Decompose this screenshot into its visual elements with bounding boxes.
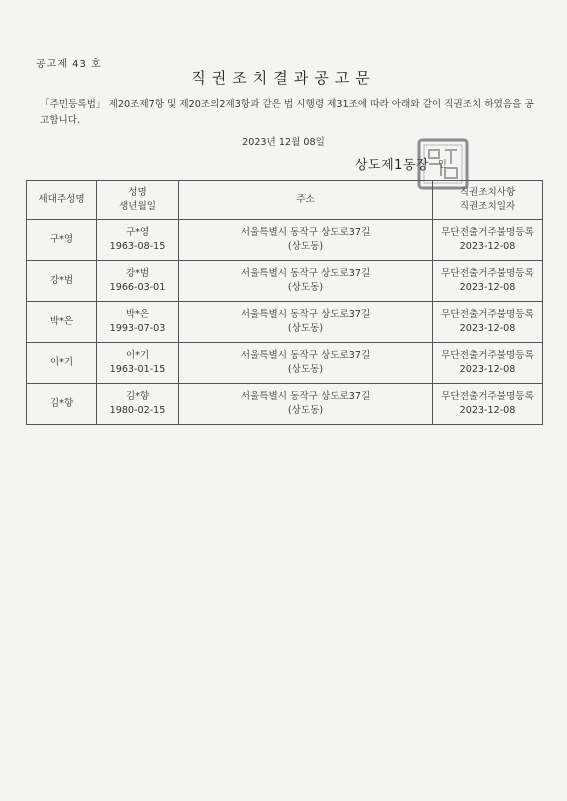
- cell-address-main: 서울특별시 동작구 상도로37길: [240, 268, 371, 279]
- cell-birth: 1963-01-15: [109, 364, 166, 375]
- cell-birth: 1993-07-03: [109, 323, 166, 334]
- cell-address-sub: (상도동): [287, 405, 324, 416]
- cell-address-sub: (상도동): [287, 241, 324, 252]
- cell-action: [433, 343, 543, 384]
- cell-action-date: 2023-12-08: [459, 364, 516, 375]
- cell-address-main: 서울특별시 동작구 상도로37길: [240, 350, 371, 361]
- table-row: [27, 343, 543, 384]
- cell-birth: 1966-03-01: [109, 282, 166, 293]
- cell-household-head: 김*향: [27, 384, 97, 425]
- table-row: [27, 384, 543, 425]
- page-title: 직권조치결과공고문: [191, 69, 376, 87]
- cell-action-date: 2023-12-08: [459, 323, 516, 334]
- cell-name: 이*기: [125, 350, 150, 361]
- cell-name-birth: [97, 261, 179, 302]
- cell-address: [179, 302, 433, 343]
- table-row: [27, 302, 543, 343]
- cell-household-head: 이*기: [27, 343, 97, 384]
- table-row: [27, 261, 543, 302]
- cell-address-main: 서울특별시 동작구 상도로37길: [240, 391, 371, 402]
- header-action-date: 직권조치일자: [459, 201, 516, 212]
- header-address: 주소: [179, 181, 433, 220]
- cell-address-main: 서울특별시 동작구 상도로37길: [240, 227, 371, 238]
- cell-address: [179, 261, 433, 302]
- cell-action-type: 무단전출거주불명등록: [441, 350, 534, 361]
- cell-name-birth: [97, 302, 179, 343]
- cell-address: [179, 343, 433, 384]
- cell-action: [433, 384, 543, 425]
- cell-address-sub: (상도동): [287, 323, 324, 334]
- cell-name-birth: [97, 343, 179, 384]
- notice-number: 공고제 43 호: [36, 59, 102, 70]
- cell-birth: 1980-02-15: [109, 405, 166, 416]
- header-name-birth: [97, 181, 179, 220]
- cell-action-date: 2023-12-08: [459, 282, 516, 293]
- cell-action-type: 무단전출거주불명등록: [441, 309, 534, 320]
- cell-address: [179, 220, 433, 261]
- records-table: [26, 180, 543, 425]
- header-action-type: 직권조치사항: [459, 187, 516, 198]
- cell-action-type: 무단전출거주불명등록: [441, 391, 534, 402]
- cell-name: 박*은: [125, 309, 150, 320]
- cell-name-birth: [97, 220, 179, 261]
- notice-body: 「주민등록법」 제20조제7항 및 제20조의2제3항과 같은 법 시행령 제31조에 따라 아래와 같이 직권조치 하였음을 공고합니다.: [40, 99, 534, 126]
- header-action: [433, 181, 543, 220]
- cell-household-head: 구*영: [27, 220, 97, 261]
- cell-action-date: 2023-12-08: [459, 241, 516, 252]
- office-suffix: 인: [438, 160, 447, 170]
- header-household-head: 세대주성명: [27, 181, 97, 220]
- table-header-row: [27, 181, 543, 220]
- cell-action-type: 무단전출거주불명등록: [441, 227, 534, 238]
- cell-household-head: 강*범: [27, 261, 97, 302]
- header-name: 성명: [128, 187, 147, 198]
- notice-date: 2023년 12월 08일: [242, 137, 325, 148]
- cell-address-sub: (상도동): [287, 282, 324, 293]
- issuing-office: 상도제1동장: [355, 158, 430, 173]
- cell-action-type: 무단전출거주불명등록: [441, 268, 534, 279]
- cell-name-birth: [97, 384, 179, 425]
- cell-name: 김*향: [125, 391, 150, 402]
- cell-name: 구*영: [125, 227, 150, 238]
- table-row: [27, 220, 543, 261]
- header-birth: 생년월일: [118, 201, 157, 212]
- cell-action: [433, 220, 543, 261]
- cell-address-sub: (상도동): [287, 364, 324, 375]
- cell-address: [179, 384, 433, 425]
- cell-action-date: 2023-12-08: [459, 405, 516, 416]
- cell-household-head: 박*은: [27, 302, 97, 343]
- cell-action: [433, 261, 543, 302]
- cell-birth: 1963-08-15: [109, 241, 166, 252]
- cell-address-main: 서울특별시 동작구 상도로37길: [240, 309, 371, 320]
- cell-name: 강*범: [125, 268, 150, 279]
- cell-action: [433, 302, 543, 343]
